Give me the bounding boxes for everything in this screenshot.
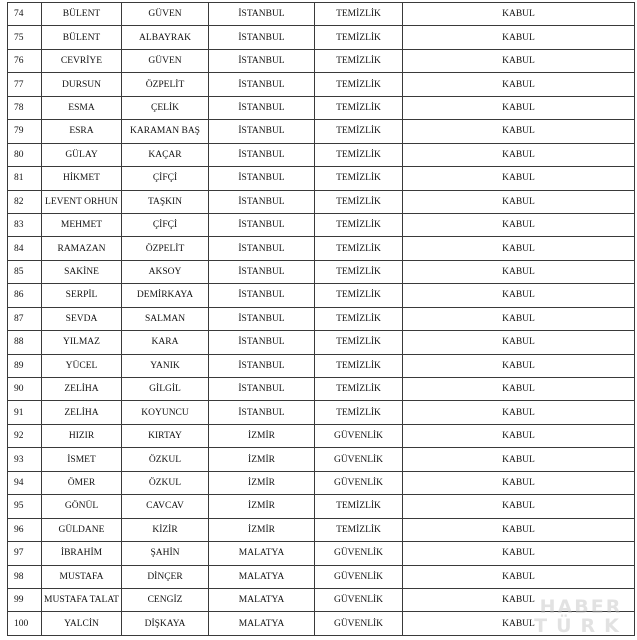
row-number: 98: [8, 565, 42, 588]
first-name: MUSTAFA TALAT: [42, 588, 122, 611]
first-name: GÖNÜL: [42, 495, 122, 518]
city: İSTANBUL: [209, 73, 315, 96]
surname: GÜVEN: [122, 3, 209, 26]
department: TEMİZLİK: [315, 378, 403, 401]
table-row: [8, 284, 635, 307]
first-name: İBRAHİM: [42, 542, 122, 565]
status: KABUL: [403, 143, 635, 166]
city: İSTANBUL: [209, 378, 315, 401]
row-number: 95: [8, 495, 42, 518]
city: İZMİR: [209, 518, 315, 541]
department: GÜVENLİK: [315, 424, 403, 447]
row-number: 80: [8, 143, 42, 166]
city: İSTANBUL: [209, 213, 315, 236]
row-number: 89: [8, 354, 42, 377]
city: İSTANBUL: [209, 401, 315, 424]
surname: ALBAYRAK: [122, 26, 209, 49]
first-name: HİKMET: [42, 167, 122, 190]
table-row: [8, 495, 635, 518]
department: GÜVENLİK: [315, 448, 403, 471]
table-row: [8, 588, 635, 611]
first-name: YILMAZ: [42, 331, 122, 354]
status: KABUL: [403, 3, 635, 26]
surname: CENGİZ: [122, 588, 209, 611]
row-number: 78: [8, 96, 42, 119]
table-row: [8, 120, 635, 143]
row-number: 83: [8, 213, 42, 236]
row-number: 94: [8, 471, 42, 494]
status: KABUL: [403, 73, 635, 96]
city: İSTANBUL: [209, 167, 315, 190]
table-row: [8, 448, 635, 471]
department: TEMİZLİK: [315, 284, 403, 307]
row-number: 93: [8, 448, 42, 471]
table-row: [8, 401, 635, 424]
department: TEMİZLİK: [315, 26, 403, 49]
department: TEMİZLİK: [315, 3, 403, 26]
city: İSTANBUL: [209, 49, 315, 72]
status: KABUL: [403, 307, 635, 330]
status: KABUL: [403, 518, 635, 541]
status: KABUL: [403, 96, 635, 119]
status: KABUL: [403, 542, 635, 565]
table-row: [8, 49, 635, 72]
city: MALATYA: [209, 588, 315, 611]
row-number: 97: [8, 542, 42, 565]
surname: ÖZPELİT: [122, 237, 209, 260]
status: KABUL: [403, 424, 635, 447]
department: TEMİZLİK: [315, 143, 403, 166]
table-row: [8, 167, 635, 190]
department: TEMİZLİK: [315, 307, 403, 330]
department: TEMİZLİK: [315, 495, 403, 518]
surname: KIRTAY: [122, 424, 209, 447]
table-row: [8, 542, 635, 565]
first-name: ZELİHA: [42, 378, 122, 401]
first-name: GÜLDANE: [42, 518, 122, 541]
surname: ÖZPELİT: [122, 73, 209, 96]
row-number: 85: [8, 260, 42, 283]
watermark-top-text: HABER: [539, 596, 623, 618]
status: KABUL: [403, 190, 635, 213]
table-row: [8, 424, 635, 447]
first-name: ESRA: [42, 120, 122, 143]
table-row: [8, 518, 635, 541]
department: TEMİZLİK: [315, 354, 403, 377]
status: KABUL: [403, 284, 635, 307]
surname: KARAMAN BAŞ: [122, 120, 209, 143]
department: TEMİZLİK: [315, 73, 403, 96]
department: TEMİZLİK: [315, 96, 403, 119]
table-row: [8, 471, 635, 494]
first-name: LEVENT ORHUN: [42, 190, 122, 213]
city: MALATYA: [209, 565, 315, 588]
watermark-bottom-text: TÜRK: [534, 615, 628, 637]
row-number: 74: [8, 3, 42, 26]
surname: TAŞKIN: [122, 190, 209, 213]
status: KABUL: [403, 378, 635, 401]
first-name: RAMAZAN: [42, 237, 122, 260]
first-name: HIZIR: [42, 424, 122, 447]
table-row: [8, 26, 635, 49]
status: KABUL: [403, 49, 635, 72]
surname: ÖZKUL: [122, 448, 209, 471]
row-number: 76: [8, 49, 42, 72]
department: TEMİZLİK: [315, 331, 403, 354]
row-number: 90: [8, 378, 42, 401]
surname: ÇİFÇİ: [122, 167, 209, 190]
department: TEMİZLİK: [315, 190, 403, 213]
surname: KARA: [122, 331, 209, 354]
status: KABUL: [403, 331, 635, 354]
status: KABUL: [403, 565, 635, 588]
surname: ÇİFÇİ: [122, 213, 209, 236]
city: İZMİR: [209, 471, 315, 494]
table-row: [8, 331, 635, 354]
surname: ŞAHİN: [122, 542, 209, 565]
status: KABUL: [403, 354, 635, 377]
first-name: SERPİL: [42, 284, 122, 307]
status: KABUL: [403, 471, 635, 494]
status: KABUL: [403, 167, 635, 190]
city: İSTANBUL: [209, 143, 315, 166]
first-name: SAKİNE: [42, 260, 122, 283]
table-body: [8, 3, 635, 636]
table-row: [8, 3, 635, 26]
surname: SALMAN: [122, 307, 209, 330]
department: GÜVENLİK: [315, 588, 403, 611]
first-name: YÜCEL: [42, 354, 122, 377]
city: İSTANBUL: [209, 307, 315, 330]
department: TEMİZLİK: [315, 518, 403, 541]
status: KABUL: [403, 448, 635, 471]
row-number: 84: [8, 237, 42, 260]
table-row: [8, 213, 635, 236]
surname: AKSOY: [122, 260, 209, 283]
row-number: 79: [8, 120, 42, 143]
row-number: 91: [8, 401, 42, 424]
row-number: 99: [8, 588, 42, 611]
first-name: İSMET: [42, 448, 122, 471]
table-row: [8, 237, 635, 260]
row-number: 75: [8, 26, 42, 49]
first-name: BÜLENT: [42, 3, 122, 26]
table-row: [8, 190, 635, 213]
city: İZMİR: [209, 495, 315, 518]
table-row: [8, 143, 635, 166]
table-row: [8, 612, 635, 635]
city: İSTANBUL: [209, 354, 315, 377]
table-row: [8, 378, 635, 401]
department: TEMİZLİK: [315, 213, 403, 236]
surname: GİLGİL: [122, 378, 209, 401]
surname: YANIK: [122, 354, 209, 377]
city: İSTANBUL: [209, 331, 315, 354]
department: TEMİZLİK: [315, 167, 403, 190]
first-name: YALCİN: [42, 612, 122, 635]
row-number: 92: [8, 424, 42, 447]
status: KABUL: [403, 120, 635, 143]
department: TEMİZLİK: [315, 237, 403, 260]
surname: KOYUNCU: [122, 401, 209, 424]
row-number: 82: [8, 190, 42, 213]
surname: DİNÇER: [122, 565, 209, 588]
city: İSTANBUL: [209, 260, 315, 283]
first-name: ESMA: [42, 96, 122, 119]
table-row: [8, 96, 635, 119]
first-name: ZELİHA: [42, 401, 122, 424]
department: GÜVENLİK: [315, 471, 403, 494]
row-number: 88: [8, 331, 42, 354]
city: İSTANBUL: [209, 3, 315, 26]
department: TEMİZLİK: [315, 260, 403, 283]
row-number: 87: [8, 307, 42, 330]
row-number: 96: [8, 518, 42, 541]
city: İSTANBUL: [209, 284, 315, 307]
first-name: ÖMER: [42, 471, 122, 494]
first-name: GÜLAY: [42, 143, 122, 166]
first-name: DURSUN: [42, 73, 122, 96]
table-row: [8, 260, 635, 283]
surname: GÜVEN: [122, 49, 209, 72]
personnel-table: [7, 2, 635, 636]
surname: ÖZKUL: [122, 471, 209, 494]
department: GÜVENLİK: [315, 542, 403, 565]
status: KABUL: [403, 213, 635, 236]
city: İZMİR: [209, 424, 315, 447]
city: İSTANBUL: [209, 190, 315, 213]
row-number: 77: [8, 73, 42, 96]
first-name: SEVDA: [42, 307, 122, 330]
row-number: 81: [8, 167, 42, 190]
status: KABUL: [403, 588, 635, 611]
city: MALATYA: [209, 542, 315, 565]
department: GÜVENLİK: [315, 612, 403, 635]
city: İZMİR: [209, 448, 315, 471]
surname: CAVCAV: [122, 495, 209, 518]
department: TEMİZLİK: [315, 401, 403, 424]
surname: KAÇAR: [122, 143, 209, 166]
department: TEMİZLİK: [315, 49, 403, 72]
status: KABUL: [403, 401, 635, 424]
row-number: 100: [8, 612, 42, 635]
city: İSTANBUL: [209, 96, 315, 119]
first-name: BÜLENT: [42, 26, 122, 49]
first-name: MEHMET: [42, 213, 122, 236]
department: TEMİZLİK: [315, 120, 403, 143]
department: GÜVENLİK: [315, 565, 403, 588]
table-row: [8, 307, 635, 330]
surname: KİZİR: [122, 518, 209, 541]
row-number: 86: [8, 284, 42, 307]
status: KABUL: [403, 237, 635, 260]
city: İSTANBUL: [209, 120, 315, 143]
first-name: CEVRİYE: [42, 49, 122, 72]
table-row: [8, 565, 635, 588]
table-row: [8, 73, 635, 96]
surname: DİŞKAYA: [122, 612, 209, 635]
surname: DEMİRKAYA: [122, 284, 209, 307]
city: İSTANBUL: [209, 26, 315, 49]
city: İSTANBUL: [209, 237, 315, 260]
first-name: MUSTAFA: [42, 565, 122, 588]
status: KABUL: [403, 495, 635, 518]
city: MALATYA: [209, 612, 315, 635]
status: KABUL: [403, 612, 635, 635]
surname: ÇELİK: [122, 96, 209, 119]
status: KABUL: [403, 260, 635, 283]
status: KABUL: [403, 26, 635, 49]
table-row: [8, 354, 635, 377]
